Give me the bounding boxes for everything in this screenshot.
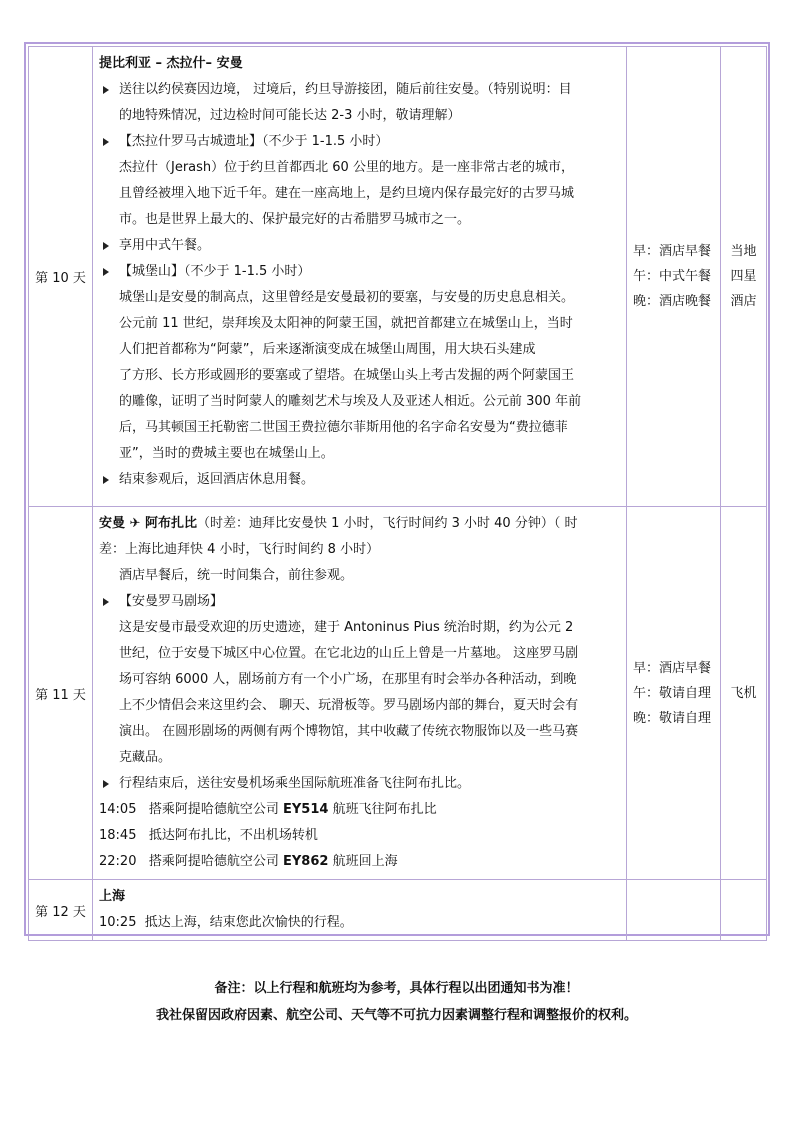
day12-content xyxy=(93,880,627,941)
day12-row xyxy=(29,880,767,941)
day10-line: 结束参观后，返回酒店休息用餐。 xyxy=(99,467,620,493)
day10-dinner: 晚：酒店晚餐 xyxy=(633,294,712,309)
day10-line: 的雕像，证明了当时阿蒙人的雕刻艺术与埃及人及亚述人相近。公元前 300 年前 xyxy=(119,394,582,409)
day11-line: 演出。 在圆形剧场的两侧有两个博物馆，其中收藏了传统衣物服饰以及一些马赛 xyxy=(119,724,579,739)
day11-line: 这是安曼市最受欢迎的历史遗迹，建于 Antoninus Pius 统治时期，约为公元 2 xyxy=(119,620,574,635)
day10-row xyxy=(29,47,767,507)
day11-dinner: 晚：敬请自理 xyxy=(633,710,712,726)
note-line-2: 我社保留因政府因素、航空公司、天气等不可抗力因素调整行程和调整报价的权利。 xyxy=(155,1008,637,1023)
day11-lines xyxy=(99,563,620,797)
day11-line: 世纪，位于安曼下城区中心位置。在它北边的山丘上曾是一片墓地。 这座罗马剧 xyxy=(119,646,579,661)
day12-text: 抵达上海，结束您此次愉快的行程。 xyxy=(144,915,353,930)
flight-time: 18:45 xyxy=(99,828,137,843)
day11-breakfast: 早：酒店早餐 xyxy=(633,660,712,676)
day10-line: 公元前 11 世纪，崇拜埃及太阳神的阿蒙王国，就把首都建立在城堡山上，当时 xyxy=(119,316,573,331)
day10-line: 【城堡山】（不少于 1-1.5 小时） xyxy=(99,259,620,285)
day11-label: 第 11 天 xyxy=(29,507,93,880)
day10-line: 且曾经被埋入地下近千年。建在一座高地上，是约旦境内保存最完好的古罗马城 xyxy=(119,186,575,201)
day10-line: 的地特殊情况，过边检时间可能长达 2-3 小时，敬请理解） xyxy=(119,108,461,123)
flight-line xyxy=(99,823,620,849)
day11-line: 克藏品。 xyxy=(119,750,172,765)
flight-desc-end: 航班飞往阿布扎比 xyxy=(328,802,437,817)
flight-code: EY862 xyxy=(283,854,329,869)
day10-line: 后，马其顿国王托勒密二世国王费拉德尔菲斯用他的名字命名安曼为“费拉德菲 xyxy=(119,420,568,435)
day11-line: 上不少情侣会来这里约会、 聊天、玩滑板等。罗马剧场内部的舞台，夏天时会有 xyxy=(119,698,579,713)
day11-line: 场可容纳 6000 人，剧场前方有一个小广场，在那里有时会举办各种活动，到晚 xyxy=(119,672,577,687)
flight-code: EY514 xyxy=(283,802,329,817)
day11-meals xyxy=(627,507,721,880)
day10-content xyxy=(93,47,627,507)
day10-label: 第 10 天 xyxy=(29,47,93,507)
day10-meals xyxy=(627,47,721,507)
flight-desc: 搭乘阿提哈德航空公司 xyxy=(148,802,284,817)
flight-desc: 搭乘阿提哈德航空公司 xyxy=(148,854,284,869)
day10-hotel-line: 酒店 xyxy=(730,294,757,309)
flight-time: 14:05 xyxy=(99,802,137,817)
day10-lines xyxy=(99,77,620,493)
day12-label: 第 12 天 xyxy=(29,880,93,941)
day11-title-note: （时差：迪拜比安曼快 1 小时，飞行时间约 3 小时 40 分钟）（ 时 xyxy=(196,516,578,531)
day10-hotel-line: 当地 xyxy=(730,244,757,259)
day10-line: 亚”，当时的费城主要也在城堡山上。 xyxy=(119,446,334,461)
day11-row xyxy=(29,507,767,880)
day11-lunch: 午：敬请自理 xyxy=(633,685,712,701)
day10-line: 【杰拉什罗马古城遗址】（不少于 1-1.5 小时） xyxy=(99,129,620,155)
flight-time: 22:20 xyxy=(99,854,137,869)
day11-line: 【安曼罗马剧场】 xyxy=(99,589,620,615)
day12-time: 10:25 xyxy=(99,915,137,930)
day10-breakfast: 早：酒店早餐 xyxy=(633,244,712,259)
day10-line: 享用中式午餐。 xyxy=(99,233,620,259)
flight-line xyxy=(99,797,620,823)
day10-line: 人们把首都称为“阿蒙”，后来逐渐演变成在城堡山周围，用大块石头建成 xyxy=(119,342,536,357)
day11-title-note2: 差：上海比迪拜快 4 小时，飞行时间约 8 小时） xyxy=(99,542,380,557)
day10-hotel-line: 四星 xyxy=(730,269,757,284)
day10-title: 提比利亚 – 杰拉什– 安曼 xyxy=(99,56,243,71)
day10-lunch: 午：中式午餐 xyxy=(633,269,712,284)
day10-hotel xyxy=(721,47,767,507)
note-line-1: 备注：以上行程和航班均为参考，具体行程以出团通知书为准！ xyxy=(214,981,579,996)
day10-line: 城堡山是安曼的制高点，这里曾经是安曼最初的要塞，与安曼的历史息息相关。 xyxy=(119,290,575,305)
day10-line: 送往以约侯赛因边境， 过境后，约旦导游接团，随后前往安曼。（特别说明：目 xyxy=(99,77,620,103)
day12-title: 上海 xyxy=(99,889,126,904)
flight-desc: 抵达阿布扎比，不出机场转机 xyxy=(148,828,318,843)
day11-hotel: 飞机 xyxy=(721,507,767,880)
day12-meals xyxy=(627,880,721,941)
day11-content xyxy=(93,507,627,880)
day11-title: 安曼 ✈ 阿布扎比 xyxy=(99,516,197,531)
day11-flights xyxy=(99,797,620,875)
flight-desc-end: 航班回上海 xyxy=(328,854,398,869)
flight-line xyxy=(99,849,620,875)
day10-line: 杰拉什（Jerash）位于约旦首都西北 60 公里的地方。是一座非常古老的城市， xyxy=(119,160,574,175)
day12-hotel xyxy=(721,880,767,941)
day10-line: 市。也是世界上最大的、保护最完好的古希腊罗马城市之一。 xyxy=(119,212,471,227)
itinerary-table xyxy=(28,46,767,941)
day11-line: 酒店早餐后，统一时间集合，前往参观。 xyxy=(119,568,354,583)
day10-line: 了方形、长方形或圆形的要塞或了望塔。在城堡山头上考古发掘的两个阿蒙国王 xyxy=(119,368,575,383)
day11-line: 行程结束后，送往安曼机场乘坐国际航班准备飞往阿布扎比。 xyxy=(99,771,620,797)
